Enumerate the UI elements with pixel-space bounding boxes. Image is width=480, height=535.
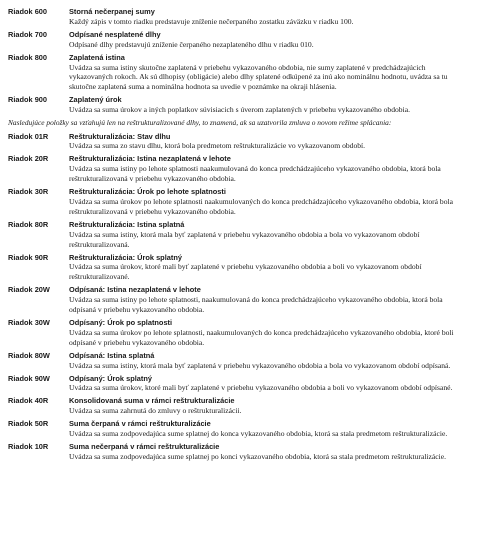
row-title: Reštrukturalizácia: Istina splatná: [69, 219, 185, 229]
row-description: Uvádza sa suma istiny po lehote splatnosti, naakumulovaná do konca predchádzajúceho vykazovaného obdobia, ktorá bola odpísaná v priebehu vykazovaného obdobia.: [69, 295, 443, 315]
row-code: Riadok 80R: [8, 219, 49, 229]
row-body: [69, 396, 468, 416]
row-title: Odpísaný: Úrok po splatnosti: [69, 317, 173, 327]
row-body: [69, 7, 468, 27]
row-title: Reštrukturalizácia: Istina nezaplatená v lehote: [69, 154, 231, 164]
row-entry: [8, 187, 468, 217]
row-description: Uvádza sa suma úrokov, ktoré mali byť zaplatené v priebehu vykazovaného obdobia a boli vo vykazovanom období odpísané.: [69, 383, 453, 393]
row-description: Uvádza sa suma úrokov, ktoré mali byť zaplatené v priebehu vykazovaného obdobia a boli vo vykazovanom období reštrukturalizované.: [69, 262, 422, 282]
row-title: Reštrukturalizácia: Úrok splatný: [69, 252, 182, 262]
row-code: Riadok 700: [8, 29, 48, 39]
row-code: Riadok 20R: [8, 154, 49, 164]
row-body: [69, 95, 468, 115]
row-entry: [8, 53, 468, 93]
row-description: Uvádza sa suma zahrnutá do zmluvy o reštrukturalizácii.: [69, 406, 242, 416]
row-title: Storná nečerpanej sumy: [69, 7, 155, 16]
row-entry: [8, 132, 468, 152]
row-title: Odpísaný: Úrok splatný: [69, 373, 152, 383]
row-body: [69, 253, 468, 283]
row-code: Riadok 800: [8, 52, 48, 62]
row-description: Uvádza sa suma istiny, ktorá mala byť zaplatená v priebehu vykazovaného obdobia a bola vo vykazovanom období odpísaná.: [69, 360, 451, 370]
row-title: Reštrukturalizácia: Úrok po lehote splatnosti: [69, 187, 226, 197]
row-description: Uvádza sa suma úrokov a iných poplatkov súvisiacich s úverom zaplatených v priebehu vykazovaného obdobia.: [69, 105, 410, 115]
row-body: [69, 132, 468, 152]
row-title: Odpísané nesplatené dlhy: [69, 29, 161, 39]
row-title: Odpísaná: Istina nezaplatená v lehote: [69, 285, 201, 295]
row-code: Riadok 40R: [8, 396, 49, 406]
restructuring-note: Nasledujúce položky sa vzťahujú len na reštrukturalizované dlhy, to znamená, ak sa uzatvorila zmluva o novom režime splácania:: [8, 118, 392, 128]
row-code: Riadok 90W: [8, 373, 50, 383]
row-body: [69, 285, 468, 315]
row-body: [69, 351, 468, 371]
row-entry: [8, 154, 468, 184]
row-body: [69, 154, 468, 184]
row-entry: [8, 442, 468, 462]
row-description: Odpísané dlhy predstavujú zníženie čerpaného nezaplateného dlhu v riadku 010.: [69, 39, 314, 49]
row-code: Riadok 50R: [8, 419, 49, 429]
entries-bottom: [8, 132, 468, 462]
row-description: Uvádza sa suma istiny, ktorá mala byť zaplatená v priebehu vykazovaného obdobia a bola vo vykazovanom období reštrukturalizovaná.: [69, 229, 420, 249]
row-entry: [8, 318, 468, 348]
row-code: Riadok 30R: [8, 187, 49, 197]
row-title: Odpísaná: Istina splatná: [69, 350, 155, 360]
row-body: [69, 374, 468, 394]
row-entry: [8, 285, 468, 315]
row-entry: [8, 95, 468, 115]
row-title: Suma čerpaná v rámci reštrukturalizácie: [69, 419, 211, 429]
row-description: Uvádza sa suma úrokov po lehote splatnosti, naakumulovaných do konca predchádzajúceho vykazovaného obdobia, ktoré boli odpísané v priebehu vykazovaného obdobia.: [69, 327, 454, 347]
row-title: Suma nečerpaná v rámci reštrukturalizácie: [69, 441, 220, 451]
row-entry: [8, 419, 468, 439]
row-description: Uvádza sa suma zo stavu dlhu, ktorá bola predmetom reštrukturalizácie vo vykazovanom období.: [69, 141, 366, 151]
row-description: Každý zápis v tomto riadku predstavuje zníženie nečerpaného zostatku záväzku v riadku 100.: [69, 16, 354, 26]
row-entry: [8, 396, 468, 416]
row-title: Konsolidovaná suma v rámci reštrukturalizácie: [69, 396, 235, 406]
row-description: Uvádza sa suma úrokov po lehote splatnosti naakumulovaných do konca predchádzajúceho vykazovaného obdobia, ktorá bola reštrukturalizovaná v priebehu vykazovaného obdobia.: [69, 197, 453, 216]
row-description: Uvádza sa suma zodpovedajúca sume splatnej do konca vykazovaného obdobia, ktorá sa stala predmetom reštrukturalizácie.: [69, 429, 448, 439]
row-title: Zaplatený úrok: [69, 95, 122, 105]
row-code: Riadok 90R: [8, 252, 49, 262]
row-body: [69, 187, 468, 217]
row-body: [69, 30, 468, 50]
row-body: [69, 419, 468, 439]
row-description: Uvádza sa suma zodpovedajúca sume splatnej po konci vykazovaného obdobia, ktorá sa stala predmetom reštrukturalizácie.: [69, 451, 447, 461]
row-code: Riadok 30W: [8, 317, 50, 327]
row-entry: [8, 220, 468, 250]
row-body: [69, 442, 468, 462]
row-code: Riadok 20W: [8, 285, 50, 295]
row-title: Zaplatená istina: [69, 52, 125, 62]
row-code: Riadok 900: [8, 95, 48, 105]
row-entry: [8, 7, 468, 27]
row-code: Riadok 600: [8, 7, 48, 16]
row-entry: [8, 30, 468, 50]
row-body: [69, 220, 468, 250]
row-body: [69, 53, 468, 93]
entries-top: [8, 7, 468, 115]
row-body: [69, 318, 468, 348]
row-description: Uvádza sa suma istiny skutočne zaplatená v priebehu vykazovaného obdobia, nie sumy zaplatené v predchádzajúcich vykazovaných rokoch. Ak sú dlhopisy (obligácie) alebo dlhy splatené odkúpené za inú ako nominálnu hodnotu, uvádza sa tu skutočne zaplatená suma a nominálna hodnota sa uvedie v poznámke na okraji hlásenia.: [69, 62, 448, 92]
row-entry: [8, 253, 468, 283]
row-code: Riadok 01R: [8, 131, 49, 141]
row-entry: [8, 374, 468, 394]
row-code: Riadok 10R: [8, 441, 49, 451]
row-code: Riadok 80W: [8, 350, 50, 360]
row-title: Reštrukturalizácia: Stav dlhu: [69, 131, 171, 141]
row-entry: [8, 351, 468, 371]
row-description: Uvádza sa suma istiny po lehote splatnosti naakumulovaná do konca predchádzajúceho vykazovaného obdobia, ktorá bola reštrukturalizovaná v priebehu vykazovaného obdobia.: [69, 164, 441, 184]
